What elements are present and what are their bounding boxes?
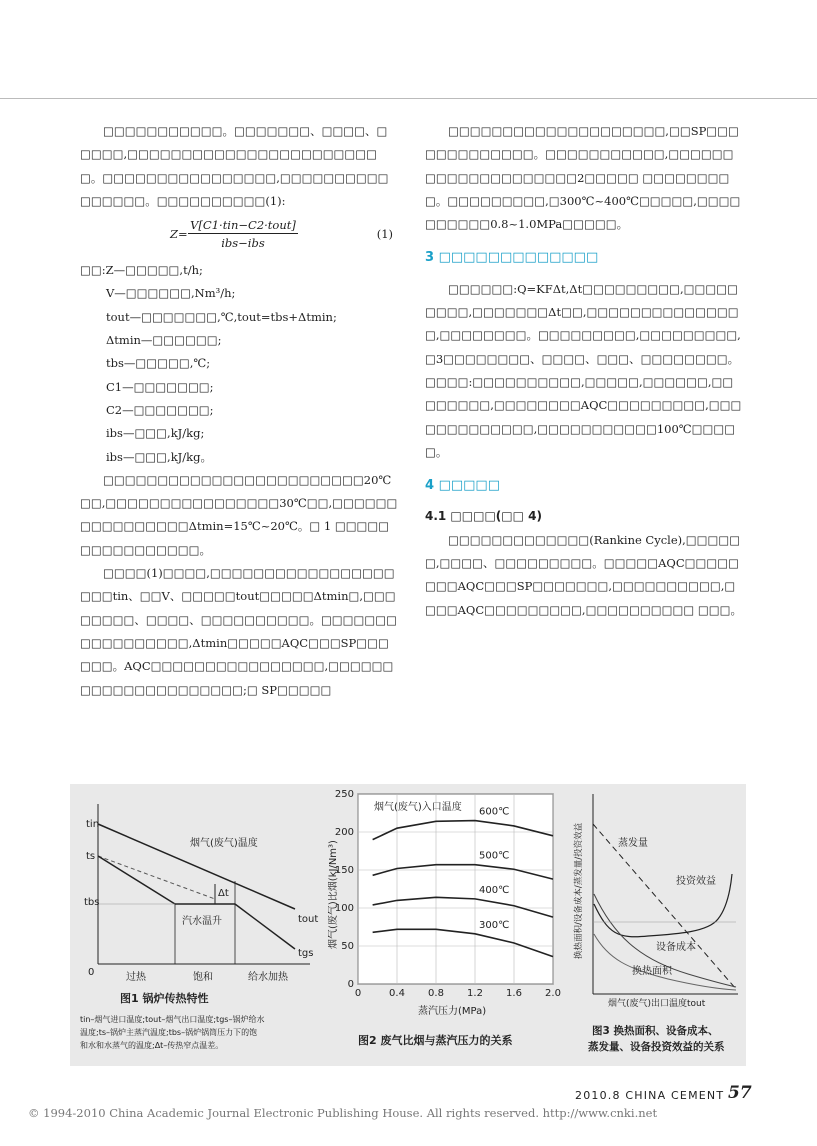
equation-fraction <box>188 217 298 252</box>
fig1-note: 和水和水蒸气的温度;Δt–传热窄点温差。 <box>80 1041 224 1050</box>
fig1-note: tin–烟气进口温度;tout–烟气出口温度;tgs–锅炉给水 <box>80 1015 265 1024</box>
equation-denominator: ibs−ibs <box>221 236 265 251</box>
equation-numerator: V[C1·tin−C2·tout] <box>188 217 298 234</box>
fig3-label: 设备成本 <box>656 942 696 953</box>
chart-ytick-label: 150 <box>334 865 354 876</box>
var-list <box>80 282 398 468</box>
paragraph: □□□□□□:Q=KFΔt,Δt□□□□□□□□□,□□□□□□□□□,□□□□□□□Δt□□,□□□□□□□□□□□□□□□,□□□□□□□□。□□□□□□□□□,□□□□□□□□□,□3□□□□□□□□、□□□□、□□□、□□□□□□□□。□□□□:□□□□□□□□□□,□□□□□,□□□□□□,□□□□□□□□,□□□□□□□□AQC□□□□□□□□□,□□□□□□□□□□□□□,□□□□□□□□□□□100℃□□□□□。 <box>425 281 742 459</box>
fig1-caption: 图1 锅炉传热特性 <box>120 992 209 1005</box>
fig1-xtick: 给水加热 <box>248 972 288 983</box>
figure-2-chart <box>328 784 568 1066</box>
chart-xtick-label: 2.0 <box>545 988 561 999</box>
chart-ytick-label: 0 <box>347 979 354 990</box>
var-item: Δtmin—□□□□□□; <box>106 333 222 348</box>
fig1-label-tin: tin <box>86 819 100 830</box>
paragraph: □□□□□□□□□□□□□□□□□□□□□□□□20℃□□,□□□□□□□□□□□□□□□□30℃□□,□□□□□□□□□□□□□□□□Δtmin=15℃~20℃。□ 1 □□□□□□□□□□□□□□□□。 <box>80 472 398 557</box>
figures-panel <box>70 784 746 1066</box>
fig1-label-ts: ts <box>86 851 96 862</box>
fig1-label-water: 汽水温升 <box>182 916 222 927</box>
var-item: C2—□□□□□□□; <box>106 402 214 417</box>
chart-xtick-label: 0.8 <box>428 988 444 999</box>
chart-ytick-label: 250 <box>334 789 354 800</box>
chart-ytick-label: 100 <box>334 903 354 914</box>
paragraph: □□□□(1)□□□□,□□□□□□□□□□□□□□□□□□□□tin、□□V、□□□□□tout□□□□□Δtmin□,□□□□□□□□、□□□□、□□□□□□□□□□。□□□□□□□□□□□□□□□□□,Δtmin□□□□□AQC□□□SP□□□□□□。AQC□□□□□□□□□□□□□□□□,□□□□□□□□□□□□□□□□□□□□□;□ SP□□□□□ <box>80 566 398 697</box>
fig1-label-flue: 烟气(废气)温度 <box>190 838 258 849</box>
page-number: 57 <box>728 1083 752 1103</box>
chart-plot-area <box>358 794 553 984</box>
fig3-xlabel: 烟气(废气)出口温度tout <box>608 999 706 1009</box>
variable-intro: □□:Z—□□□□□,t/h; <box>80 263 203 278</box>
chart-xtick-label: 1.2 <box>467 988 483 999</box>
header-rule <box>0 98 817 99</box>
journal-footer: 2010.8 CHINA CEMENT <box>575 1089 725 1102</box>
fig2-caption: 图2 废气比烟与蒸汽压力的关系 <box>358 1034 513 1047</box>
fig1-xtick: 饱和 <box>193 972 213 983</box>
copyright-line: © 1994-2010 China Academic Journal Electronic Publishing House. All rights reserved. http://www.cnki.net <box>28 1106 658 1120</box>
equation-number: (1) <box>376 227 393 242</box>
chart-xtick-label: 0.4 <box>389 988 405 999</box>
subsection-heading-4-1: 4.1 □□□□(□□ 4) <box>425 509 542 524</box>
fig1-label-tgs: tgs <box>298 948 314 959</box>
fig3-ylabel: 换热面积/设备成本/蒸发量/投资效益 <box>574 822 584 959</box>
chart-title: 烟气(废气)入口温度 <box>374 802 462 813</box>
fig1-note: 温度;ts–锅炉主蒸汽温度;tbs–锅炉锅筒压力下的饱 <box>80 1028 258 1037</box>
paragraph: □□□□□□□□□□□。□□□□□□□、□□□□、□□□□□,□□□□□□□□□□□□□□□□□□□□□□□□。□□□□□□□□□□□□□□□□,□□□□□□□□□□□□□□□□。□□□□□□□□□□(1): <box>80 124 389 208</box>
var-item: tbs—□□□□□,℃; <box>106 356 211 371</box>
chart-xtick-label: 0 <box>354 988 362 999</box>
equation-lhs: Z= <box>170 227 188 242</box>
var-item: V—□□□□□□,Nm³/h; <box>106 286 236 301</box>
fig3-label: 换热面积 <box>632 966 672 977</box>
chart-ylabel: 烟气(废气)比烟(kJ/Nm³) <box>328 840 339 949</box>
var-item: C1—□□□□□□□; <box>106 379 214 394</box>
equation-1 <box>80 213 398 259</box>
fig1-label-tout: tout <box>298 914 319 925</box>
fig3-label: 蒸发量 <box>618 838 648 849</box>
chart-series-label: 300℃ <box>479 919 510 931</box>
fig3-label: 投资效益 <box>676 876 716 887</box>
fig1-label-tbs: tbs <box>84 897 100 908</box>
paragraph: □□□□□□□□□□□□□(Rankine Cycle),□□□□□□,□□□□、□□□□□□□□□。□□□□□AQC□□□□□□□□AQC□□□SP□□□□□□□,□□□□□□□□□□,□□□□AQC□□□□□□□□□,□□□□□□□□□□ □□□。 <box>425 532 742 617</box>
fig1-label-zero: 0 <box>88 967 95 978</box>
chart-ytick-label: 200 <box>334 827 354 838</box>
right-column <box>425 120 743 622</box>
paragraph: □□□□□□□□□□□□□□□□□□□□,□□SP□□□□□□□□□□□□□。□□□□□□□□□□□,□□□□□□□□□□□□□□□□□□□□2□□□□□ □□□□□□□□□。□□□□□□□□□,□300℃~400℃□□□□□,□□□□□□□□□□0.8~1.0MPa□□□□□。 <box>425 124 741 232</box>
figure-1 <box>70 784 328 1066</box>
chart-xlabel: 蒸汽压力(MPa) <box>418 1006 487 1017</box>
fig3-caption: 图3 换热面积、设备成本、 <box>592 1025 719 1037</box>
section-heading-3: 3 □□□□□□□□□□□□□ <box>425 250 599 266</box>
chart-series-label: 500℃ <box>479 850 510 862</box>
var-item: ibs—□□□,kJ/kg。 <box>106 449 212 464</box>
fig1-label-dt: Δt <box>218 888 229 899</box>
chart-series-label: 600℃ <box>479 806 510 818</box>
left-column <box>80 120 398 702</box>
chart-xtick-label: 1.6 <box>506 988 522 999</box>
fig1-xtick: 过热 <box>126 972 146 983</box>
var-item: tout—□□□□□□□,℃,tout=tbs+Δtmin; <box>106 309 337 324</box>
var-item: ibs—□□□,kJ/kg; <box>106 426 205 441</box>
figure-3 <box>568 784 746 1066</box>
chart-series-label: 400℃ <box>479 884 510 896</box>
chart-ytick-label: 50 <box>341 941 354 952</box>
fig3-caption: 蒸发量、设备投资效益的关系 <box>588 1041 725 1053</box>
section-heading-4: 4 □□□□□ <box>425 478 500 494</box>
